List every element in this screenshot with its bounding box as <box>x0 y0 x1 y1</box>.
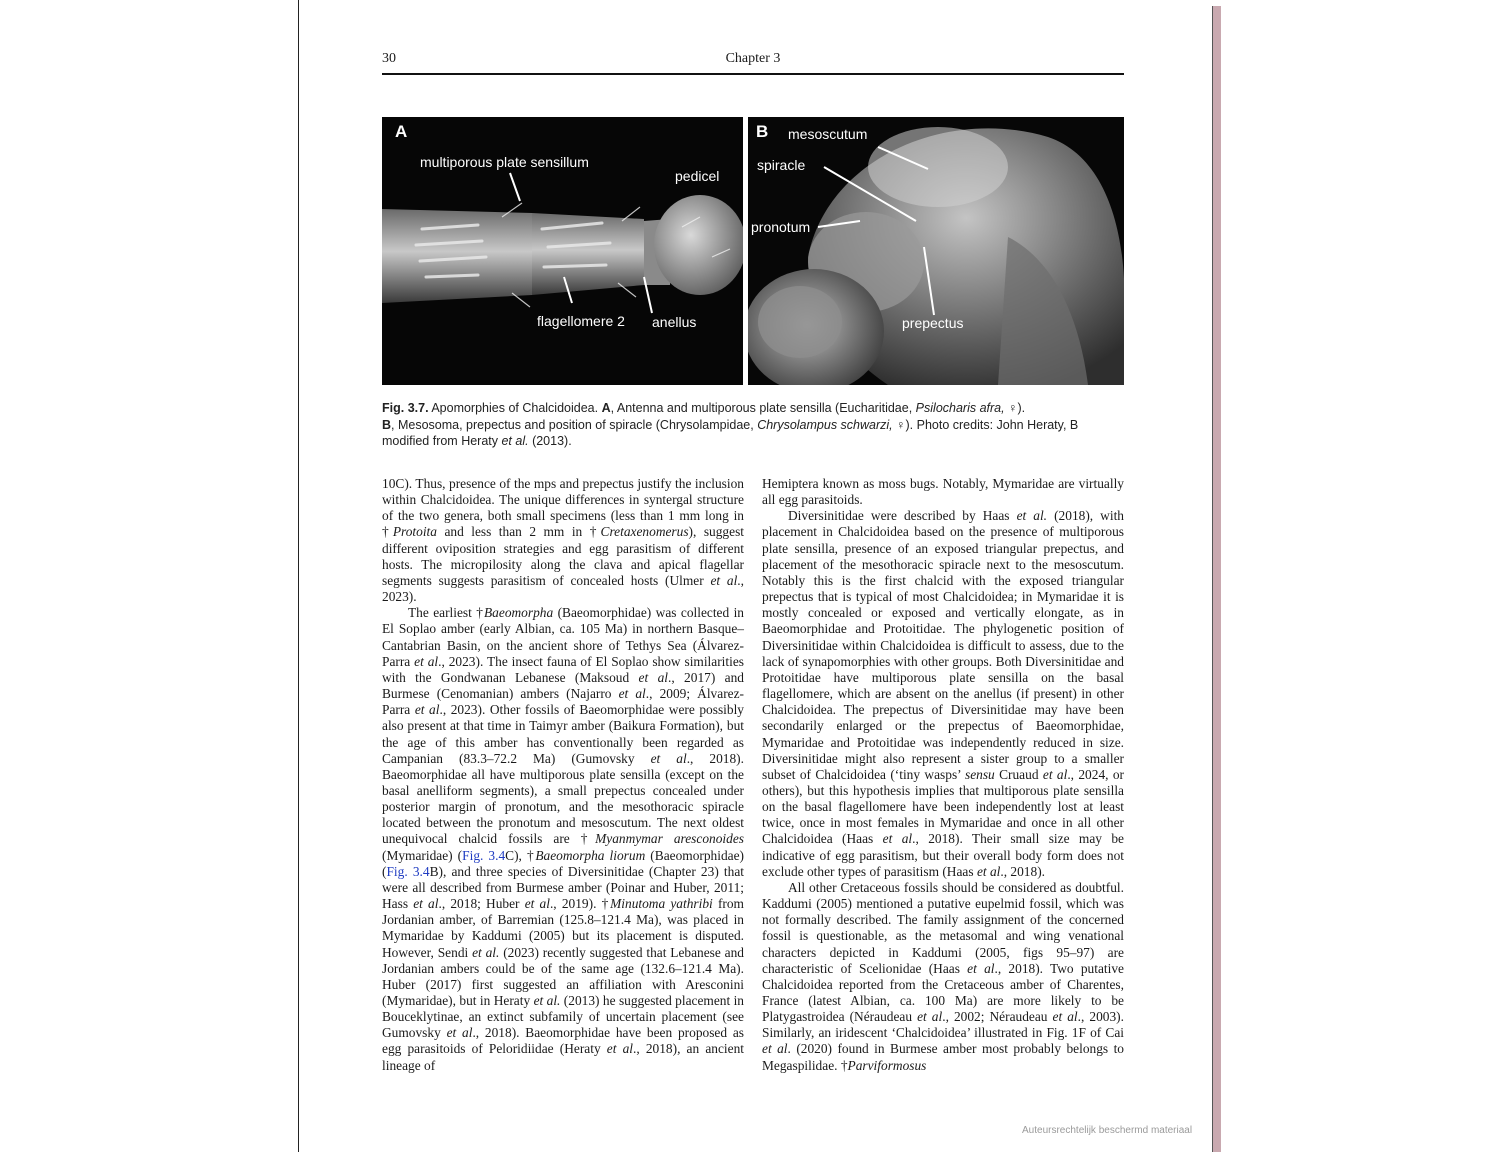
figure-panel-a <box>382 117 743 385</box>
page-number: 30 <box>382 51 396 66</box>
copyright-watermark: Auteursrechtelijk beschermd materiaal <box>1022 1125 1193 1136</box>
page-right-edge <box>1212 6 1221 1152</box>
text-column-left <box>382 476 744 1074</box>
paragraph: Diversinitidae were described by Haas et al. (2018), with placement in Chalcidoidea based on the presence of multiporous plate sensilla, presence of an exposed triangular prepectus, and placement of the mesothoracic spiracle next to the mesoscutum. Notably this is the first chalcid with the exposed triangular prepectus that is typical of most Chalcidoidea; in Mymaridae it is mostly concealed or exposed and vertically elongate, as in Baeomorphidae and Protoitidae. The phylogenetic position of Diversinitidae within Chalcidoidea is difficult to assess, due to the lack of synapomorphies with other groups. Both Diversinitidae and Protoitidae have multiporous plate sensilla on the basal flagellomere, which are absent on the anellus (if present) in other Chalcidoidea. The prepectus of Diversinitidae may have been secondarily enlarged or the prepectus of Baeomorphidae, Mymaridae and Protoitidae was independently reduced in size. Diversinitidae might also represent a sister group to a smaller subset of Chalcidoidea (‘tiny wasps’ sensu Cruaud et al., 2024, or others), but this hypothesis implies that multiporous plate sensilla on the basal flagellomere have been independently lost at least twice, once in most females in Mymaridae and once in all other Chalcidoidea (Haas et al., 2018). Their small size may be indicative of egg parasitism, but their overall body form does not exclude other types of parasitism (Haas et al., 2018). <box>762 508 1124 879</box>
panel-a-letter: A <box>395 122 408 141</box>
figure-link-3-4[interactable]: Fig. 3.4 <box>462 847 506 863</box>
paragraph: 10C). Thus, presence of the mps and prepectus justify the inclusion within Chalcidoidea. The unique differences in syntergal structure of the two genera, both small specimens (less than 1 mm long in †Protoita and less than 2 mm in †Cretaxenomerus), suggest different oviposition strategies and egg parasitism of different hosts. The micropilosity along the clava and apical flagellar segments suggests parasitism of concealed hosts (Ulmer et al., 2023). <box>382 476 744 605</box>
label-multiporous-plate-sensillum: multiporous plate sensillum <box>420 154 589 170</box>
label-mesoscutum: mesoscutum <box>788 126 868 142</box>
figure-panel-b <box>748 117 1124 385</box>
chapter-title: Chapter 3 <box>725 51 781 66</box>
paragraph: The earliest †Baeomorpha (Baeomorphidae) was collected in El Soplao amber (early Albian, ca. 105 Ma) in northern Basque–Cantabrian Basin, on the ancient shore of Tethys Sea (Álvarez-Parra et al., 2023). The insect fauna of El Soplao show similarities with the Gondwanan Lebanese (Maksoud et al., 2017) and Burmese (Cenomanian) ambers (Najarro et al., 2009; Álvarez-Parra et al., 2023). Other fossils of Baeomorphidae were possibly also present at that time in Taimyr amber (Baikura Formation), but the age of this amber has conventionally been regarded as Campanian (83.3–72.2 Ma) (Gumovsky et al., 2018). Baeomorphidae all have multiporous plate sensilla (except on the basal anelliform segments), a small prepectus concealed under posterior margin of pronotum, and the mesothoracic spiracle located between the pronotum and mesoscutum. The next oldest unequivocal chalcid fossils are †Myanmymar aresconoides (Mymaridae) (Fig. 3.4C), †Baeomorpha liorum (Baeomorphidae) (Fig. 3.4B), and three species of Diversinitidae (Chapter 23) that were all described from Burmese amber (Poinar and Huber, 2011; Hass et al., 2018; Huber et al., 2019). †Minutoma yathribi from Jordanian amber, of Barremian (125.8–121.4 Ma), was placed in Mymaridae by Kaddumi (2005) but its placement is disputed. However, Sendi et al. (2023) recently suggested that Lebanese and Jordanian ambers could be of the same age (132.6–121.4 Ma). Huber (2017) first suggested an affiliation with Aresconini (Mymaridae), but in Heraty et al. (2013) he suggested placement in Bouceklytinae, an extinct subfamily of uncertain placement (see Gumovsky et al., 2018). Baeomorphidae have been proposed as egg parasitoids of Peloridiidae (Heraty et al., 2018), an ancient lineage of <box>382 605 745 1073</box>
label-pronotum: pronotum <box>751 219 811 235</box>
figure-link-3-4[interactable]: Fig. 3.4 <box>386 863 430 879</box>
paragraph: All other Cretaceous fossils should be considered as doubtful. Kaddumi (2005) mentioned a putative eupelmid fossil, which was not formally described. The family assignment of the concerned fossil is questionable, as the metasomal and wing venational characters depicted in Kaddumi (2005, figs 95–97) are characteristic of Scelionidae (Haas et al., 2018). Two putative Chalcidoidea reported from the Cretaceous amber of Charentes, France (latest Albian, ca. 100 Ma) are more likely to be Platygastroidea (Néraudeau et al., 2002; Néraudeau et al., 2003). Similarly, an iridescent ‘Chalcidoidea’ illustrated in Fig. 1F of Cai et al. (2020) found in Burmese amber most probably belongs to Megaspilidae. †Parviformosus <box>762 879 1124 1073</box>
label-anellus: anellus <box>652 314 697 330</box>
text-column-right <box>762 476 1124 1074</box>
panel-b-letter: B <box>756 122 769 141</box>
figure-3-7 <box>382 117 1124 385</box>
figure-caption: Fig. 3.7. Apomorphies of Chalcidoidea. A, Antenna and multiporous plate sensilla (Eucharitidae, Psilocharis afra, ♀). B, Mesosoma, prepectus and position of spiracle (Chrysolampidae, Chrysolampus schwarzi, ♀). Photo credits: John Heraty, B modified from Heraty et al. (2013). <box>382 401 1079 448</box>
running-header <box>382 51 1124 75</box>
paragraph: Hemiptera known as moss bugs. Notably, Mymaridae are virtually all egg parasitoids. <box>762 476 1124 508</box>
book-page <box>299 0 1212 1152</box>
label-spiracle: spiracle <box>757 157 806 173</box>
label-pedicel: pedicel <box>675 168 720 184</box>
label-flagellomere-2: flagellomere 2 <box>537 313 625 329</box>
label-prepectus: prepectus <box>902 315 964 331</box>
